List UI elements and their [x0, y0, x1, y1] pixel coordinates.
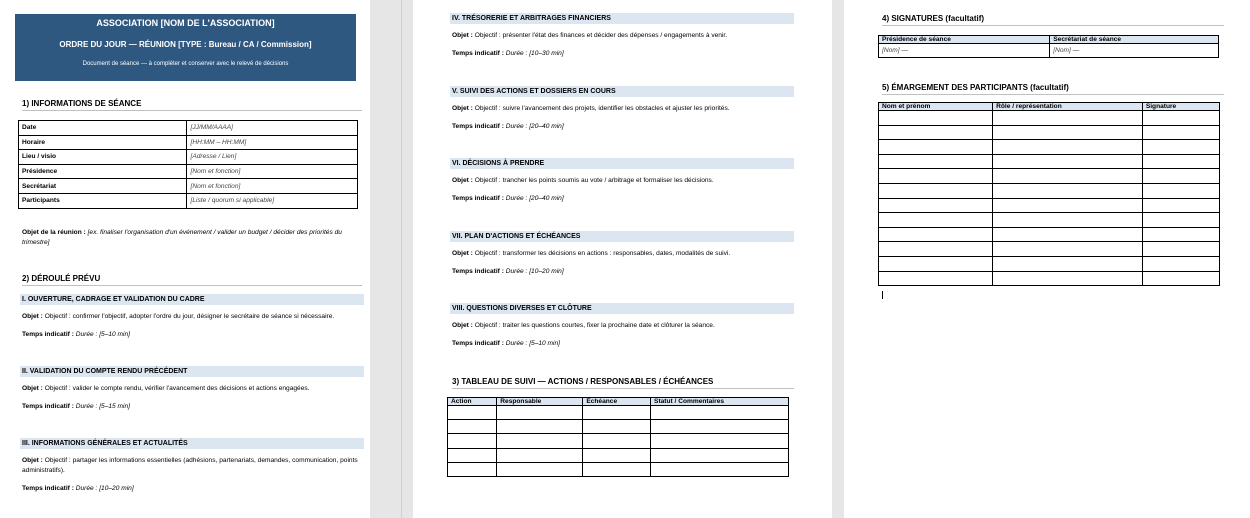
table-cell[interactable]	[993, 154, 1143, 169]
table-cell[interactable]	[993, 213, 1143, 228]
table-cell[interactable]	[879, 183, 993, 198]
suivi-table[interactable]	[447, 397, 789, 477]
info-row	[19, 164, 358, 179]
table-cell[interactable]	[583, 406, 651, 420]
page-edge	[401, 0, 402, 518]
table-cell[interactable]	[651, 448, 789, 462]
table-cell[interactable]	[651, 406, 789, 420]
agenda-item-temps	[22, 402, 130, 412]
info-label: Présidence	[19, 164, 187, 179]
table-cell[interactable]	[583, 448, 651, 462]
info-label: Lieu / visio	[19, 150, 187, 165]
section-heading-agenda: 2) DÉROULÉ PRÉVU	[22, 274, 362, 286]
info-row	[19, 135, 358, 150]
agenda-item-title: III. INFORMATIONS GÉNÉRALES ET ACTUALITÉS	[20, 438, 364, 449]
agenda-item-objet	[452, 104, 788, 114]
agenda-item-objet	[22, 456, 358, 476]
table-cell[interactable]	[1142, 198, 1219, 213]
signatures-table[interactable]	[878, 35, 1219, 58]
table-row	[448, 434, 789, 448]
temps-label: Temps indicatif :	[452, 268, 504, 275]
info-row	[19, 179, 358, 194]
info-row	[19, 193, 358, 208]
table-cell[interactable]	[1142, 256, 1219, 271]
table-cell[interactable]	[651, 434, 789, 448]
table-cell[interactable]	[879, 154, 993, 169]
table-cell[interactable]	[879, 242, 993, 257]
table-cell[interactable]	[879, 198, 993, 213]
table-cell[interactable]	[993, 125, 1143, 140]
table-cell[interactable]	[651, 462, 789, 476]
info-table[interactable]	[18, 120, 358, 209]
table-cell[interactable]	[1142, 125, 1219, 140]
page-3	[844, 0, 1250, 518]
table-cell[interactable]	[583, 434, 651, 448]
objet-text: Objectif : présenter l'état des finances et décider des dépenses / engagements à venir.	[474, 32, 728, 39]
temps-value: Durée : [20–40 min]	[505, 123, 564, 130]
banner-note: Document de séance — à compléter et conserver avec le relevé de décisions	[82, 61, 289, 67]
temps-value: Durée : [10–20 min]	[75, 485, 134, 492]
temps-label: Temps indicatif :	[452, 123, 504, 130]
page-gutter	[370, 0, 413, 518]
suivi-column-header: Action	[448, 398, 497, 406]
objet-label: Objet :	[22, 385, 43, 392]
table-cell[interactable]	[497, 406, 583, 420]
agenda-item-title: I. OUVERTURE, CADRAGE ET VALIDATION DU CADRE	[20, 294, 364, 305]
table-row	[879, 271, 1220, 286]
table-cell[interactable]	[993, 271, 1143, 286]
agenda-item-temps	[22, 330, 130, 340]
emargement-column-header: Signature	[1142, 103, 1219, 111]
table-cell[interactable]	[448, 448, 497, 462]
signature-column-header: Secrétariat de séance	[1050, 36, 1219, 44]
table-cell[interactable]	[879, 140, 993, 155]
table-cell[interactable]	[448, 406, 497, 420]
temps-label: Temps indicatif :	[452, 195, 504, 202]
table-cell[interactable]	[497, 434, 583, 448]
signature-value[interactable]: [Nom] —	[879, 44, 1050, 58]
temps-label: Temps indicatif :	[452, 340, 504, 347]
info-row	[19, 150, 358, 165]
table-row	[879, 256, 1220, 271]
table-cell[interactable]	[497, 448, 583, 462]
table-row	[879, 242, 1220, 257]
objet-text: Objectif : confirmer l'objectif, adopter l'ordre du jour, désigner le secrétaire de séance si nécessaire.	[44, 313, 335, 320]
temps-label: Temps indicatif :	[452, 50, 504, 57]
objet-label: Objet :	[452, 250, 473, 257]
emargement-column-header: Rôle / représentation	[993, 103, 1143, 111]
table-cell[interactable]	[879, 213, 993, 228]
agenda-item-temps	[452, 267, 564, 277]
text-cursor	[882, 291, 883, 299]
info-value[interactable]: [JJ/MM/AAAA]	[187, 121, 358, 136]
table-cell[interactable]	[993, 111, 1143, 126]
table-cell[interactable]	[879, 169, 993, 184]
agenda-item-title: VII. PLAN D'ACTIONS ET ÉCHÉANCES	[450, 231, 794, 242]
agenda-item-objet	[22, 312, 358, 322]
table-cell[interactable]	[879, 111, 993, 126]
table-cell[interactable]	[1142, 111, 1219, 126]
agenda-item-temps	[22, 484, 134, 494]
temps-value: Durée : [5–10 min]	[75, 331, 130, 338]
meeting-objective	[22, 228, 362, 248]
suivi-column-header: Échéance	[583, 398, 651, 406]
agenda-item-temps	[452, 49, 564, 59]
table-cell[interactable]	[993, 256, 1143, 271]
table-cell[interactable]	[1142, 140, 1219, 155]
info-value[interactable]: [HH:MM – HH:MM]	[187, 135, 358, 150]
table-cell[interactable]	[497, 462, 583, 476]
table-cell[interactable]	[651, 420, 789, 434]
banner-subtitle: ORDRE DU JOUR — RÉUNION [TYPE : Bureau / CA / Commission]	[59, 40, 312, 49]
agenda-item-objet	[452, 321, 788, 331]
objet-label: Objet :	[22, 313, 43, 320]
objet-label: Objet :	[452, 105, 473, 112]
suivi-column-header: Statut / Commentaires	[651, 398, 789, 406]
objet-label: Objet :	[452, 32, 473, 39]
info-label: Horaire	[19, 135, 187, 150]
table-row	[879, 125, 1220, 140]
agenda-item-title: V. SUIVI DES ACTIONS ET DOSSIERS EN COURS	[450, 86, 794, 97]
table-cell[interactable]	[1142, 213, 1219, 228]
section-heading-info: 1) INFORMATIONS DE SÉANCE	[22, 99, 362, 111]
table-cell[interactable]	[993, 198, 1143, 213]
banner-title: ASSOCIATION [NOM DE L'ASSOCIATION]	[96, 18, 275, 28]
table-row	[879, 213, 1220, 228]
temps-label: Temps indicatif :	[22, 403, 74, 410]
agenda-item-objet	[452, 176, 788, 186]
table-cell[interactable]	[879, 227, 993, 242]
emargement-table[interactable]	[878, 102, 1220, 286]
table-cell[interactable]	[448, 462, 497, 476]
agenda-item-title: II. VALIDATION DU COMPTE RENDU PRÉCÉDENT	[20, 366, 364, 377]
page-1	[0, 0, 370, 518]
objet-label: Objet :	[452, 177, 473, 184]
agenda-item-objet	[452, 31, 788, 41]
agenda-item-title: IV. TRÉSORERIE ET ARBITRAGES FINANCIERS	[450, 13, 794, 24]
agenda-item-temps	[452, 339, 560, 349]
section-heading-signatures: 4) SIGNATURES (facultatif)	[882, 14, 1224, 26]
section-heading-emargement: 5) ÉMARGEMENT DES PARTICIPANTS (facultatif)	[882, 83, 1224, 95]
objet-text: Objectif : traiter les questions courtes, fixer la prochaine date et clôturer la séance.	[474, 322, 715, 329]
temps-value: Durée : [10–30 min]	[505, 50, 564, 57]
table-cell[interactable]	[879, 125, 993, 140]
temps-label: Temps indicatif :	[22, 331, 74, 338]
info-label: Secrétariat	[19, 179, 187, 194]
emargement-column-header: Nom et prénom	[879, 103, 993, 111]
table-row	[879, 227, 1220, 242]
temps-value: Durée : [5–10 min]	[505, 340, 560, 347]
suivi-column-header: Responsable	[497, 398, 583, 406]
table-cell[interactable]	[448, 434, 497, 448]
table-row	[879, 183, 1220, 198]
signature-column-header: Présidence de séance	[879, 36, 1050, 44]
page-2	[413, 0, 832, 518]
table-cell[interactable]	[993, 183, 1143, 198]
section-heading-suivi: 3) TABLEAU DE SUIVI — ACTIONS / RESPONSABLES / ÉCHÉANCES	[452, 377, 794, 389]
info-value[interactable]: [Nom et fonction]	[187, 179, 358, 194]
table-row	[879, 140, 1220, 155]
table-cell[interactable]	[879, 256, 993, 271]
table-row	[448, 462, 789, 476]
temps-value: Durée : [10–20 min]	[505, 268, 564, 275]
agenda-item-temps	[452, 194, 564, 204]
agenda-item-objet	[22, 384, 358, 394]
table-cell[interactable]	[1142, 169, 1219, 184]
objective-label: Objet de la réunion :	[22, 229, 86, 236]
objet-text: Objectif : transformer les décisions en actions : responsables, dates, modalités de suivi.	[474, 250, 731, 257]
table-row	[879, 111, 1220, 126]
objective-text: [ex. finaliser l'organisation d'un événement / valider un budget / décider des priorités du trimestre]	[22, 229, 342, 246]
info-label: Date	[19, 121, 187, 136]
table-cell[interactable]	[1142, 271, 1219, 286]
info-value[interactable]: [Adresse / Lien]	[187, 150, 358, 165]
agenda-item-objet	[452, 249, 788, 259]
table-cell[interactable]	[1142, 154, 1219, 169]
table-cell[interactable]	[993, 227, 1143, 242]
signature-value[interactable]: [Nom] —	[1050, 44, 1219, 58]
info-label: Participants	[19, 193, 187, 208]
table-cell[interactable]	[583, 462, 651, 476]
info-value[interactable]: [Nom et fonction]	[187, 164, 358, 179]
table-row	[448, 448, 789, 462]
info-row	[19, 121, 358, 136]
table-cell[interactable]	[448, 420, 497, 434]
table-cell[interactable]	[497, 420, 583, 434]
table-cell[interactable]	[1142, 242, 1219, 257]
temps-value: Durée : [5–15 min]	[75, 403, 130, 410]
table-cell[interactable]	[993, 242, 1143, 257]
page-gutter	[832, 0, 844, 518]
table-cell[interactable]	[583, 420, 651, 434]
table-row	[879, 154, 1220, 169]
objet-label: Objet :	[22, 457, 43, 464]
table-row	[879, 198, 1220, 213]
temps-value: Durée : [20–40 min]	[505, 195, 564, 202]
header-banner	[15, 14, 356, 81]
table-row	[448, 406, 789, 420]
table-row	[879, 169, 1220, 184]
table-row	[448, 420, 789, 434]
objet-text: Objectif : suivre l'avancement des projets, identifier les obstacles et ajuster les priorités.	[474, 105, 730, 112]
agenda-item-title: VIII. QUESTIONS DIVERSES ET CLÔTURE	[450, 303, 794, 314]
objet-label: Objet :	[452, 322, 473, 329]
info-value[interactable]: [Liste / quorum si applicable]	[187, 193, 358, 208]
objet-text: Objectif : valider le compte rendu, vérifier l'avancement des décisions et actions engagées.	[44, 385, 310, 392]
agenda-item-title: VI. DÉCISIONS À PRENDRE	[450, 158, 794, 169]
objet-text: Objectif : partager les informations essentielles (adhésions, partenariats, demandes, communication, points administratifs).	[22, 457, 358, 474]
table-cell[interactable]	[1142, 227, 1219, 242]
agenda-item-temps	[452, 122, 564, 132]
table-cell[interactable]	[1142, 183, 1219, 198]
table-cell[interactable]	[993, 140, 1143, 155]
temps-label: Temps indicatif :	[22, 485, 74, 492]
table-cell[interactable]	[879, 271, 993, 286]
table-cell[interactable]	[993, 169, 1143, 184]
objet-text: Objectif : trancher les points soumis au vote / arbitrage et formaliser les décisions.	[474, 177, 714, 184]
